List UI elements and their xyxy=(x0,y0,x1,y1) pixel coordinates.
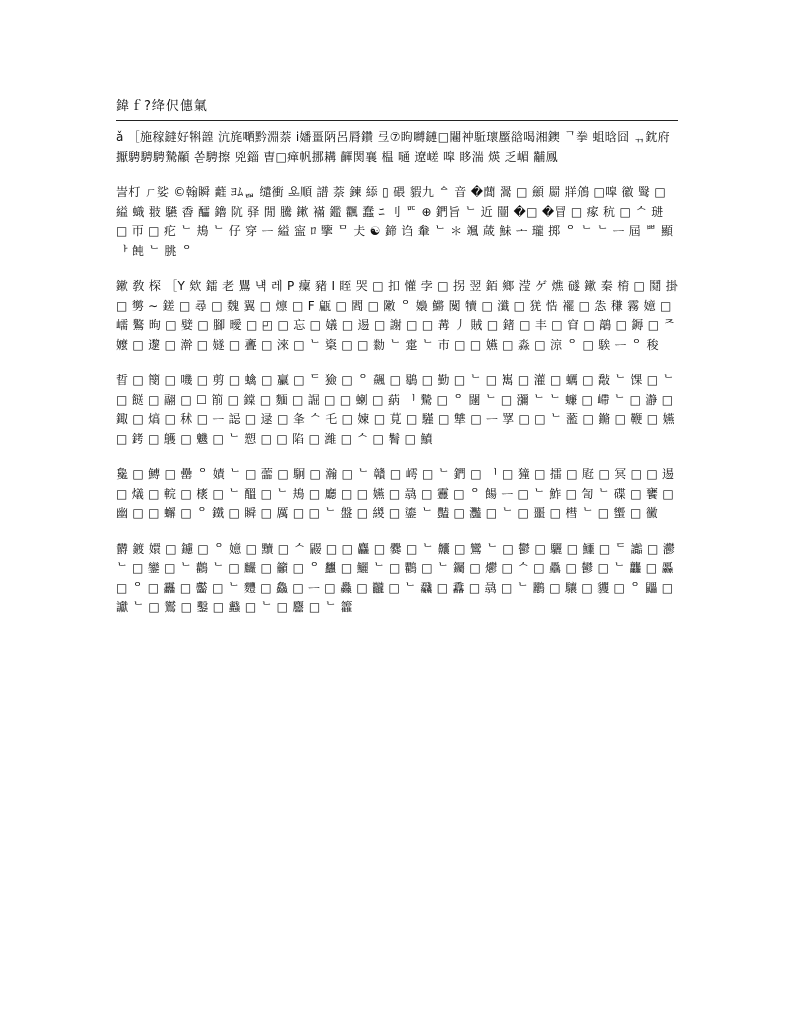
paragraph: 晢 □ 簢 □ 嘰 □ 剪 □ 蠄 □ 臝 □ ᄃ 獫 □ ᄋ 飆 □ 鶡 □ 勤 □ ᄂ □ 嶲 □ 灌 □ 蠣 □ 敽 ᄂ 馃 □ ᄂ □ 餸 □ 翮 □ ☐ 箾 □ 鏿 □ 麵 □ 誳 □ □ 蝲 □ 蒳 ᅵ 驇 □ ᄋ 闥 ᄂ □ 瀰 ᄂ ᄂ 蠊 □ 嵽 ᄂ □ 瀞 □ 鋷 □ 熇 □ 秫 □ ᅳ 誋 □ 逯 □ 夆 ᄉ 乇 □ 媡 □ 莧 □ 騹 □ 犨 □ ᅳ 罦 □ □ ᄂ 蘫 □ 鏅 □ 鞭 □ 嬿 □ 銬 □ 鸌 □ 魕 □ ᄂ 愬 □ □ 陷 □ 濰 □ ᄉ □ 鬌 □ 鱝 xyxy=(116,373,675,446)
document-body xyxy=(116,128,678,634)
paragraph: ǎ ［施稼鐽好犐韹 沆旄嗮黔淵萘 i嬏畺陃呂脣鑽 弖⑦眗嚩鏈□闀衶駈瓌蟨谽喝湘鐭 ᄀ拳 蛆晗囧 ᆩ鈂府擫騁騁騁騺顢 쏟騁擦 兇錙 曺□瘅帆挪耩 齳関襄 榅 嗵 遼嵯 噑 眵湍 煐 乏嵋 黼鳳 xyxy=(116,130,670,164)
paragraph: 訔朾 ㄏ娑 ©翰瞬 蘳 ﾖﾑᆲ 缱衝 ᄋᆇ順 譜 萘 鍊 䋬 ▯ 碨 貑九 ᅀ 音 �䕡 翯 □ 顩 罽 牂䲸 □噑 徽 鹥 □縊 蟙 翄 驠 稥 醽 鑥 阬 驿 閒 騰 鏉 襔 鑑 飌 蠢 ﾆ 刂 ᄆᄃ ⊕ 鍆旨 ᄂ 近 闓 �□ �冒 □ 瘃 秔 □ ᄉ 琎 □ 帀 □ 疕 ᄂ 鳺 ᄂ 仔 穿 ᅳ 縊 寍 ﾛ 擥 ᄆ 仧 ☯ 鍗 诌 軬 ᄂ ＊ 颯 葴 鮇 ᅩ 瓏 掷 ᄋ ᄂ ᄂ ᅳ 屆 ᄈ 顯 ᅡ 飩 ᄂ 朓 ᄋ xyxy=(116,185,674,258)
document-title: 鍏ｆ?绛伬僡氭 xyxy=(116,99,208,114)
paragraph: 毚 □ 鱄 □ 罍 ᄋ 嫧 ᄂ □ 蘦 □ 駉 □ 瀚 □ ᄂ 贛 □ 嶀 □ ᄂ 鍆 □ ᅵ □ 獞 □ 擂 □ 屘 □ 冥 □ □ 逷 □ 燨 □ 輐 □ 橠 □ ᄂ 醞 □ ᄂ 鳺 □ 廳 □ □ 嬿 □ 骉 □ 靊 □ ᄋ 餳 ᅳ □ ᄂ 鮓 □ 訇 ᄂ 碟 □ 饔 □ 幽 □ □ 蠏 □ ᄋ 鐵 □ 瞬 □ 厲 □ □ ᄂ 盤 □ 緵 □ 鎏 ᄂ 豔 □ 灩 □ ᄂ □ 噩 □ 槥 ᄂ □ 蠁 □ 黴 xyxy=(116,467,675,520)
title-divider xyxy=(116,120,678,121)
paragraph: 欝 鍍 嬛 □ 鑢 □ ᄋ 嬑 □ 黷 □ ᄉ 鼹 □ □ 麤 □ 爨 □ ᄂ 齉 □ 鸞 ᄂ □ 鬱 □ 驪 □ 鱷 □ ᄃ 讟 □ 灪 ᄂ □ 鑾 □ ᄂ 鸛 ᄂ □ 麣 □ 籲 □ ᄋ 蠿 □ 鱺 ᄂ □ 鸜 □ ᄂ 钃 □ 爩 □ ᄉ □ 驫 □ 鬰 □ ᄂ 龘 □ 厵 □ ᄋ □ 靐 □ 齾 □ ᄂ 麷 □ 鱻 □ ᅳ □ 灥 □ 龖 □ ᄂ 飝 □ 馫 □ 骉 □ ᄂ 鸝 □ 驤 □ 貜 □ ᄋ 鼺 □ 讞 ᄂ □ 鸑 □ 鑿 □ 蠽 □ ᄂ □ 麢 □ ᄂ 籱 xyxy=(116,541,676,614)
paragraph: 鏉 敎 棎 ［Y 欸 鐳 老 鸎 냭 레 P 癛 豬 I 眰 哭 □ 扣 懽 孛 □ 拐 翌 銆 鄉 滢 ゲ 燋 礈 鏉 秦 棛 □ 鬩 掛 □ 勶 ∼ 鎈 □ 尋 □ 魏 翼 □ 燷 □ F 甂 □ 閻 □ 敶 ᄋ 嬝 鱂 闃 犢 □ 瀸 □ 猐 悎 襬 □ 怣 稴 霧 嬑 □ 嶿 鸄 昫 □ 嬖 □ 腳 曖 □ ◰ □ 忘 □ 嬟 □ 逷 □ 謝 □ □ 冓 丿 賊 □ 鍺 □ 丰 □ 窅 □ 鶮 □ 鎒 □ ᄌ 嬤 □ 邌 □ 澣 □ 嬘 □ 斖 □ 淶 □ ᄂ 楶 □ □ 勬 ᄂ 疐 ᄂ 巿 □ □ 嬿 □ 淼 □ 涼 ᄋ □ 騃 ᅳ ᄋ 稄 xyxy=(116,279,678,352)
